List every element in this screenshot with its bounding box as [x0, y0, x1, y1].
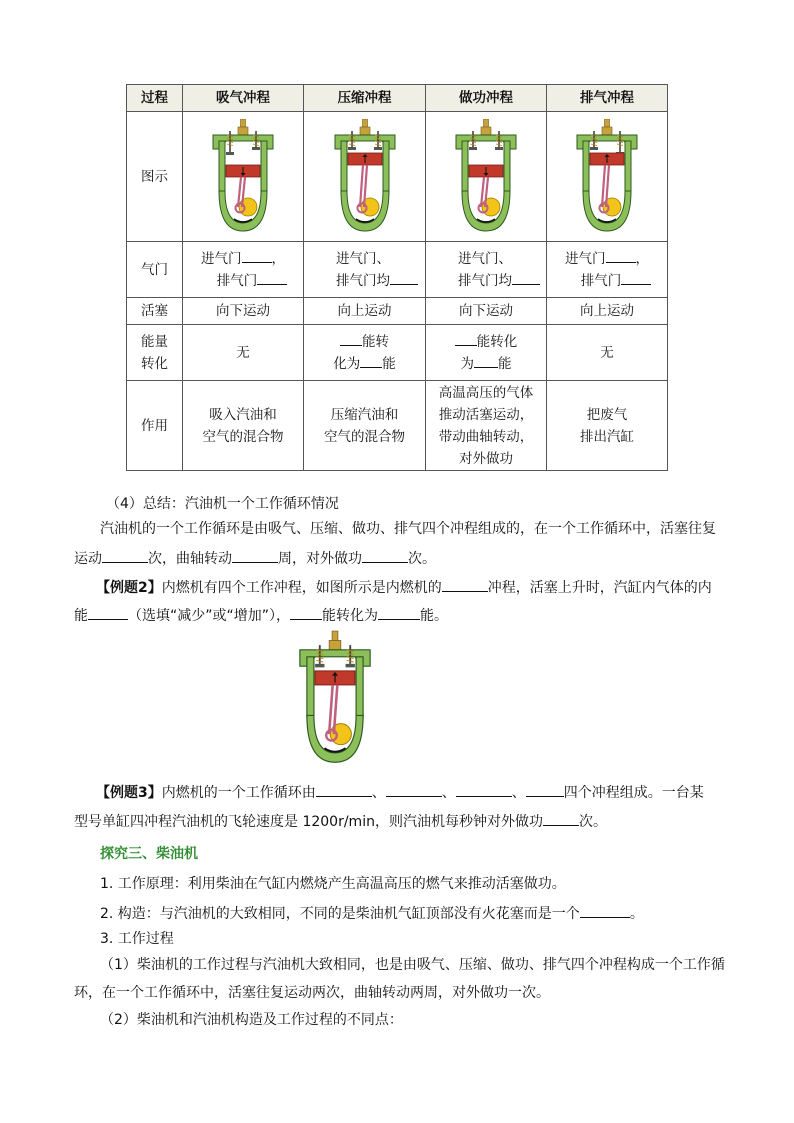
spark-plug-icon [484, 119, 489, 127]
blank[interactable] [512, 270, 540, 285]
example2-line2: 能 （选填“减少”或“增加”）， 能转化为 能。 [74, 605, 722, 626]
blank[interactable] [456, 782, 512, 797]
section3-paragraph1-line2: 环，在一个工作循环中，活塞往复运动两次，曲轴转动两周，对外做功一次。 [74, 985, 550, 1001]
blank[interactable] [316, 782, 372, 797]
blank[interactable] [390, 270, 418, 285]
exhaust-valve-icon [495, 147, 503, 150]
spark-plug-icon [241, 119, 246, 127]
table-row-effect [127, 381, 668, 471]
valves-exhaust: 进气门 ， 排气门 [547, 242, 668, 298]
energy-power: 能转化 为 能 [426, 325, 547, 381]
connecting-rod-left [360, 165, 363, 207]
section3-paragraph2: （2）柴油机和汽油机构造及工作过程的不同点： [100, 1012, 403, 1028]
blank[interactable] [386, 782, 442, 797]
engine-diagram-intake [183, 112, 304, 242]
summary-heading: （4）总结：汽油机一个工作循环情况 [106, 496, 339, 512]
section3-item2: 2. 构造：与汽油机的大致相同，不同的是柴油机气缸顶部没有火花塞而是一个 。 [100, 903, 722, 924]
cylinder-wall-right [383, 141, 389, 193]
row-label-piston: 活塞 [127, 298, 183, 325]
example2-line1: 【例题2】内燃机有四个工作冲程，如图所示是内燃机的 冲程，活塞上升时，汽缸内气体的内 [96, 577, 722, 598]
blank[interactable] [88, 605, 128, 620]
blank[interactable] [442, 577, 488, 592]
energy-compression: 能转 化为 能 [304, 325, 426, 381]
connecting-rod-left [602, 165, 605, 207]
example3-line1: 【例题3】内燃机的一个工作循环由 、 、 、 四个冲程组成。一台某 [96, 782, 722, 803]
cylinder-wall-right [504, 141, 510, 193]
header-process: 过程 [127, 85, 183, 112]
exhaust-valve-icon [374, 147, 382, 150]
valves-compression: 进气门、 排气门均 [304, 242, 426, 298]
blank[interactable] [378, 605, 420, 620]
piston-intake: 向下运动 [183, 298, 304, 325]
blank[interactable] [340, 331, 362, 346]
header-exhaust: 排气冲程 [547, 85, 668, 112]
intake-valve-icon [348, 147, 356, 150]
cylinder-wall-left [341, 141, 347, 193]
valves-power: 进气门、 排气门均 [426, 242, 547, 298]
stroke-table [126, 84, 668, 471]
spark-plug-base [602, 127, 612, 135]
spark-plug-base [238, 127, 248, 135]
spark-plug-icon [362, 119, 367, 127]
table-row-piston [127, 298, 668, 325]
spark-plug-base [360, 127, 370, 135]
example3-line2: 型号单缸四冲程汽油机的飞轮速度是 1200r/min，则汽油机每秒钟对外做功 次。 [74, 811, 722, 832]
blank[interactable] [543, 811, 579, 826]
blank[interactable] [242, 248, 272, 263]
cylinder-wall-left [307, 657, 314, 718]
summary-paragraph-line1: 汽油机的一个工作循环是由吸气、压缩、做功、排气四个冲程组成的，在一个工作循环中，活塞往复 [100, 521, 716, 537]
table-row-energy [127, 325, 668, 381]
exhaust-valve-icon [346, 664, 355, 668]
connecting-rod-left [329, 685, 333, 734]
cylinder-wall-right [261, 141, 267, 193]
spark-plug-base [481, 127, 491, 135]
blank[interactable] [232, 548, 278, 563]
row-label-effect: 作用 [127, 381, 183, 471]
blank[interactable] [102, 548, 148, 563]
cylinder-wall-left [583, 141, 589, 193]
cylinder-wall-right [356, 657, 363, 718]
section3-item1: 1. 工作原理：利用柴油在气缸内燃烧产生高温高压的燃气来推动活塞做功。 [100, 876, 566, 892]
table-row-valves [127, 242, 668, 298]
row-label-energy: 能量 转化 [127, 325, 183, 381]
spark-plug-icon [332, 631, 338, 640]
example2-engine-figure [294, 628, 376, 774]
exhaust-valve-icon [252, 147, 260, 150]
section3-title: 探究三、柴油机 [100, 846, 198, 862]
row-label-valves: 气门 [127, 242, 183, 298]
energy-intake: 无 [183, 325, 304, 381]
effect-compression: 压缩汽油和 空气的混合物 [304, 381, 426, 471]
table-header-row [127, 85, 668, 112]
blank[interactable] [362, 548, 408, 563]
blank[interactable] [455, 331, 477, 346]
intake-valve-icon [226, 152, 234, 155]
row-label-diagram: 图示 [127, 112, 183, 242]
energy-exhaust: 无 [547, 325, 668, 381]
blank[interactable] [290, 605, 322, 620]
blank[interactable] [257, 270, 287, 285]
blank[interactable] [621, 270, 651, 285]
header-power: 做功冲程 [426, 85, 547, 112]
spark-plug-icon [605, 119, 610, 127]
table-row-diagram [127, 112, 668, 242]
blank[interactable] [606, 248, 636, 263]
summary-paragraph-line2: 运动 次，曲轴转动 周，对外做功 次。 [74, 548, 722, 569]
blank[interactable] [526, 782, 564, 797]
section3-paragraph1-line1: （1）柴油机的工作过程与汽油机大致相同，也是由吸气、压缩、做功、排气四个冲程构成一个工作循 [100, 957, 725, 973]
cylinder-wall-left [219, 141, 225, 193]
intake-valve-icon [590, 147, 598, 150]
effect-intake: 吸入汽油和 空气的混合物 [183, 381, 304, 471]
engine-diagram-compression [304, 112, 426, 242]
effect-power: 高温高压的气体 推动活塞运动， 带动曲轴转动， 对外做功 [426, 381, 547, 471]
piston-exhaust: 向上运动 [547, 298, 668, 325]
piston-compression: 向上运动 [304, 298, 426, 325]
blank[interactable] [360, 353, 382, 368]
cylinder-wall-right [625, 141, 631, 193]
cylinder-wall-left [462, 141, 468, 193]
engine-diagram-exhaust [547, 112, 668, 242]
section3-item3: 3. 工作过程 [100, 931, 174, 947]
piston-power: 向下运动 [426, 298, 547, 325]
example2-tag: 【例题2】 [96, 580, 162, 596]
spark-plug-base [329, 640, 341, 649]
intake-valve-icon [469, 147, 477, 150]
intake-valve-icon [315, 664, 324, 668]
engine-diagram-power [426, 112, 547, 242]
effect-exhaust: 把废气 排出汽缸 [547, 381, 668, 471]
header-intake: 吸气冲程 [183, 85, 304, 112]
valves-intake: 进气门 ， 排气门 [183, 242, 304, 298]
blank[interactable] [580, 903, 630, 918]
example3-tag: 【例题3】 [96, 785, 162, 801]
blank[interactable] [474, 353, 498, 368]
header-compression: 压缩冲程 [304, 85, 426, 112]
